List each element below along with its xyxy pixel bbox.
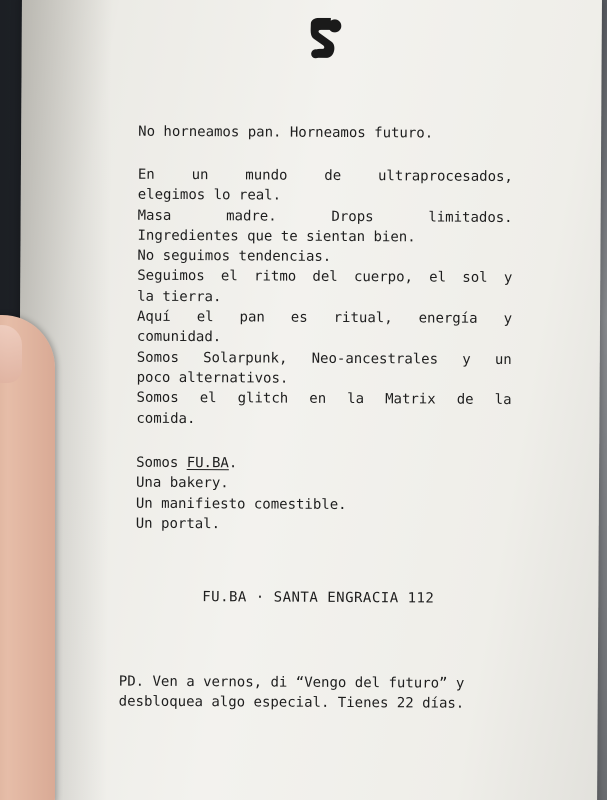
manifesto-line: comida.	[136, 410, 196, 427]
manifesto-line: Somos el glitch en la Matrix de la	[136, 389, 512, 409]
thumb	[0, 315, 55, 800]
manifesto	[136, 165, 513, 431]
manifesto-line: elegimos lo real.	[137, 187, 282, 204]
manifesto-line: Masa madre. Drops limitados.	[137, 207, 513, 226]
manifesto-line: No seguimos tendencias.	[137, 247, 332, 266]
flyer-paper	[17, 0, 602, 800]
manifesto-line: comunidad.	[136, 329, 222, 346]
fuba-logo-icon	[305, 18, 347, 60]
identity-line: Un manifiesto comestible.	[135, 495, 347, 513]
postscript	[119, 672, 539, 715]
store-address: FU.BA · SANTA ENGRACIA 112	[202, 589, 435, 607]
manifesto-line: Seguimos el ritmo del cuerpo, el sol y	[137, 268, 513, 287]
somos-suffix: .	[228, 455, 238, 472]
identity-line	[136, 453, 516, 476]
manifesto-line: poco alternativos.	[136, 369, 289, 387]
identity-line: Un portal.	[135, 515, 221, 533]
manifesto-line: Aquí el pan es ritual, energía y	[136, 308, 513, 328]
manifesto-line: la tierra.	[137, 288, 222, 306]
postscript-line: desbloquea algo especial. Tienes 22 días.	[118, 693, 465, 713]
identity-line: Una bakery.	[135, 475, 229, 492]
manifesto-line: En un mundo de ultraprocesados,	[137, 166, 513, 186]
tagline: No horneamos pan. Horneamos futuro.	[138, 123, 434, 142]
thumbnail	[0, 325, 22, 383]
identity-block	[136, 453, 516, 537]
manifesto-line: Somos Solarpunk, Neo-ancestrales y un	[136, 349, 512, 368]
postscript-line: PD. Ven a vernos, di “Vengo del futuro” y	[118, 673, 465, 692]
manifesto-line: Ingredientes que te sientan bien.	[137, 227, 416, 246]
somos-prefix: Somos	[136, 454, 187, 472]
brand-name: FU.BA	[186, 455, 229, 472]
